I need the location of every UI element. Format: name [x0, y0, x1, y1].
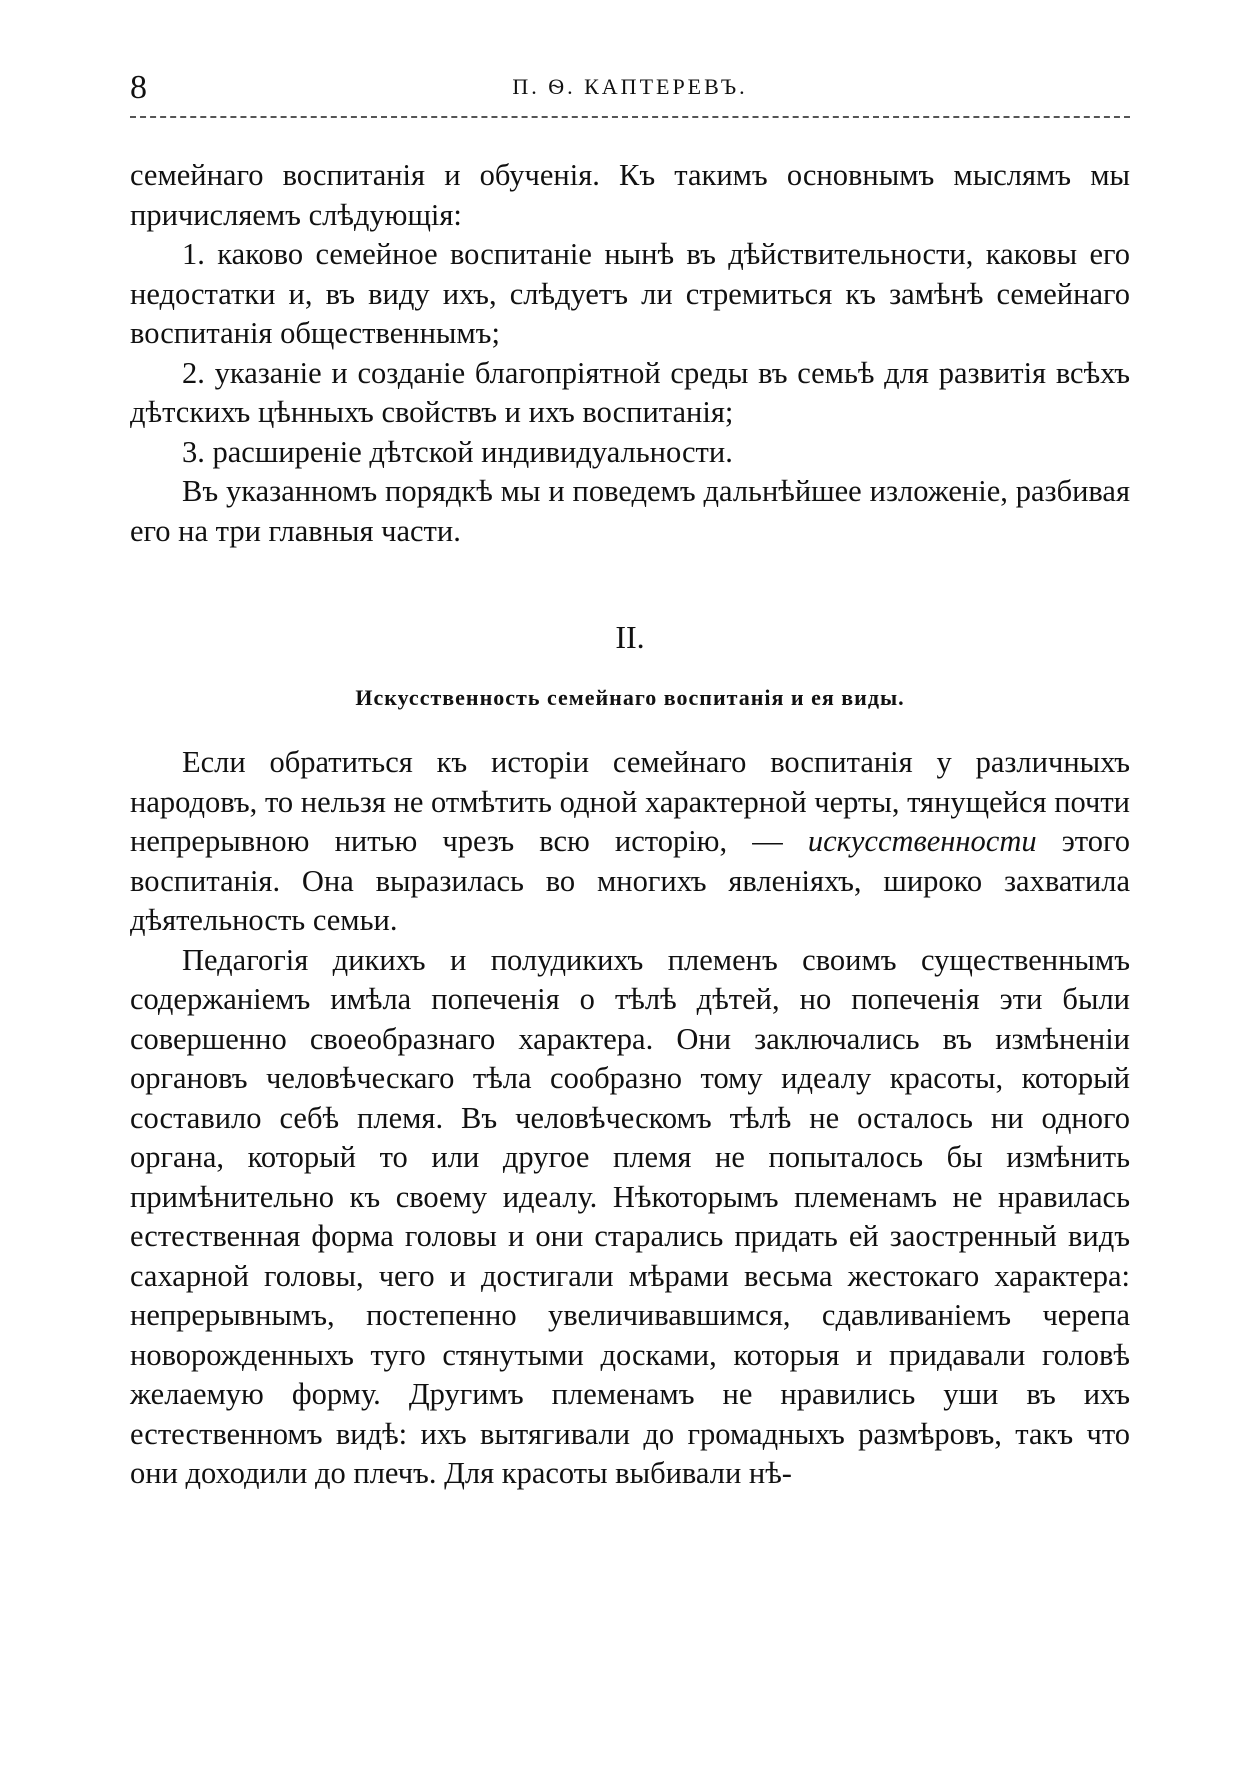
paragraph-continued: семейнаго воспитанія и обученія. Къ такимъ основнымъ мыслямъ мы причисляемъ слѣдующія: [130, 158, 1130, 232]
chapter-title: Искусственность семейнаго воспитанія и ея виды. [355, 685, 905, 710]
paragraph-pedagogy: Педагогія дикихъ и полудикихъ племенъ своимъ существеннымъ содержаніемъ имѣла попеченія о тѣлѣ дѣтей, но попеченія эти были совершенно своеобразнаго характера. Они заключались въ измѣненіи органовъ человѣческаго тѣла сообразно тому идеалу красоты, который составило себѣ племя. Въ человѣческомъ тѣлѣ не осталось ни одного органа, который то или другое племя не попыталось бы измѣнить примѣнительно къ своему идеалу. Нѣкоторымъ племенамъ не нравилась естественная форма головы и они старались придать ей заостренный видъ сахарной головы, чего и достигали мѣрами весьма жестокаго характера: непрерывнымъ, постепенно увеличивавшимся, сдавливаніемъ черепа новорожденныхъ туго стянутыми досками, которыя и придавали головѣ желаемую форму. Другимъ племенамъ не нравились уши въ ихъ естественномъ видѣ: ихъ вытягивали до громадныхъ размѣровъ, такъ что они доходили до плечъ. Для красоты выбивали нѣ- [130, 942, 1130, 1490]
header-rule [130, 116, 1130, 118]
emphasis-word: искусственности [807, 824, 1037, 858]
paragraph-plan: Въ указанномъ порядкѣ мы и поведемъ дальнѣйшее изложеніе, разбивая его на три главныя части. [130, 474, 1130, 548]
paragraph-history-part1: Если обратиться къ исторіи семейнаго воспитанія у различныхъ народовъ, то нельзя не отмѣтить одной характерной черты, тянущейся почти непрерывною нитью чрезъ всю исторію, — [130, 745, 1130, 858]
chapter-number: II. [615, 619, 645, 655]
list-item-3: 3. расширеніе дѣтской индивидуальности. [182, 434, 733, 469]
body-text [130, 156, 1130, 1494]
list-item-2: 2. указаніе и созданіе благопріятной среды въ семьѣ для развитія всѣхъ дѣтскихъ цѣнныхъ свойствъ и ихъ воспитанія; [130, 355, 1130, 429]
list-item-1: 1. каково семейное воспитаніе нынѣ въ дѣйствительности, каковы его недостатки и, въ виду ихъ, слѣдуетъ ли стремиться къ замѣнѣ семейнаго воспитанія общественнымъ; [130, 237, 1130, 350]
running-title: П. Ѳ. КАПТЕРЕВЪ. [512, 74, 748, 99]
paragraph-history-part2: этого воспитанія. Она выразилась во многихъ явленіяхъ, широко захватила дѣятельность семьи. [130, 824, 1130, 937]
page-number: 8 [130, 69, 147, 106]
book-page [130, 60, 1130, 1740]
running-head [130, 60, 1130, 120]
paragraph-history [130, 743, 1130, 941]
